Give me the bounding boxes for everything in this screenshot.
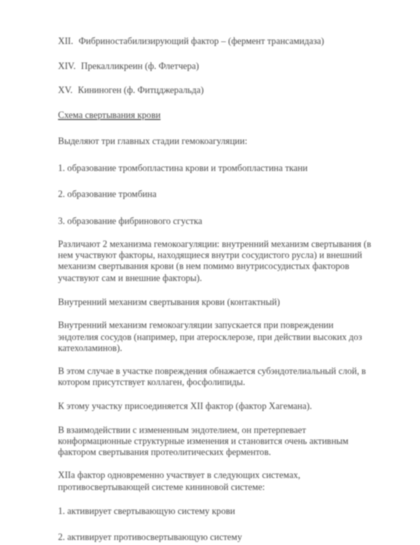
item-text: Прекалликреин (ф. Флетчера) — [80, 61, 200, 72]
factor-item-xiv — [58, 61, 376, 74]
activates-item: 2. активирует противосвертывающую систему — [58, 533, 242, 544]
stage-item: 2. образование тромбина — [58, 190, 157, 200]
paragraph-mechanisms: Различают 2 механизма гемокоагуляции: внутренний механизм свертывания (в нем участвуют факторы, находящиеся внутри сосудистого русла) и внешний механизм свертывания крови (в нем помимо внутрисосудистых факторов участвуют сам и внешние факторы). — [58, 240, 372, 284]
paragraph-internal-1: Внутренний механизм гемокоагуляции запускается при повреждении эндотелия сосудов (например, при атеросклерозе, при действии высоких доз катехоламинов). — [58, 321, 362, 354]
paragraph-systems: XIIa фактор одновременно участвует в следующих системах, противосвертывающей системе кининовой системе: — [58, 471, 301, 493]
factor-item-xii — [58, 36, 376, 49]
section-heading: Схема свертывания крови — [58, 110, 161, 121]
paragraph-interaction: В взаимодействии с измененным эндотелием, он претерпевает конформационные структурные изменения и становится очень активным фактором свертывания протеолитических ферментов. — [58, 425, 349, 459]
item-text: Фибриностабилизирующий фактор – (фермент трансамидаза) — [78, 37, 325, 47]
subheading-internal: Внутренний механизм свертывания крови (контактный) — [58, 297, 280, 308]
item-number: XIV. — [58, 61, 76, 72]
stage-item: 1. образование тромбопластина крови и тромбопластина ткани — [58, 163, 308, 174]
intro-text: Выделяют три главных стадии гемокоагуляции: — [58, 137, 248, 147]
activates-item: 1. активирует свертывающую систему крови — [58, 506, 236, 517]
paragraph-factor-12: К этому участку присоединяется XII фактор (фактор Хагемана). — [58, 402, 312, 413]
item-number: XV. — [58, 86, 73, 96]
stage-item: 3. образование фибринового сгустка — [58, 216, 203, 227]
item-number: XII. — [58, 37, 74, 47]
item-text: Кининоген (ф. Фитцджеральда) — [77, 86, 204, 96]
paragraph-internal-2: В этом случае в участке повреждения обнажается субэндотелиальный слой, в котором присутствует коллаген, фосфолипиды. — [58, 366, 366, 389]
factor-item-xv — [58, 85, 376, 98]
